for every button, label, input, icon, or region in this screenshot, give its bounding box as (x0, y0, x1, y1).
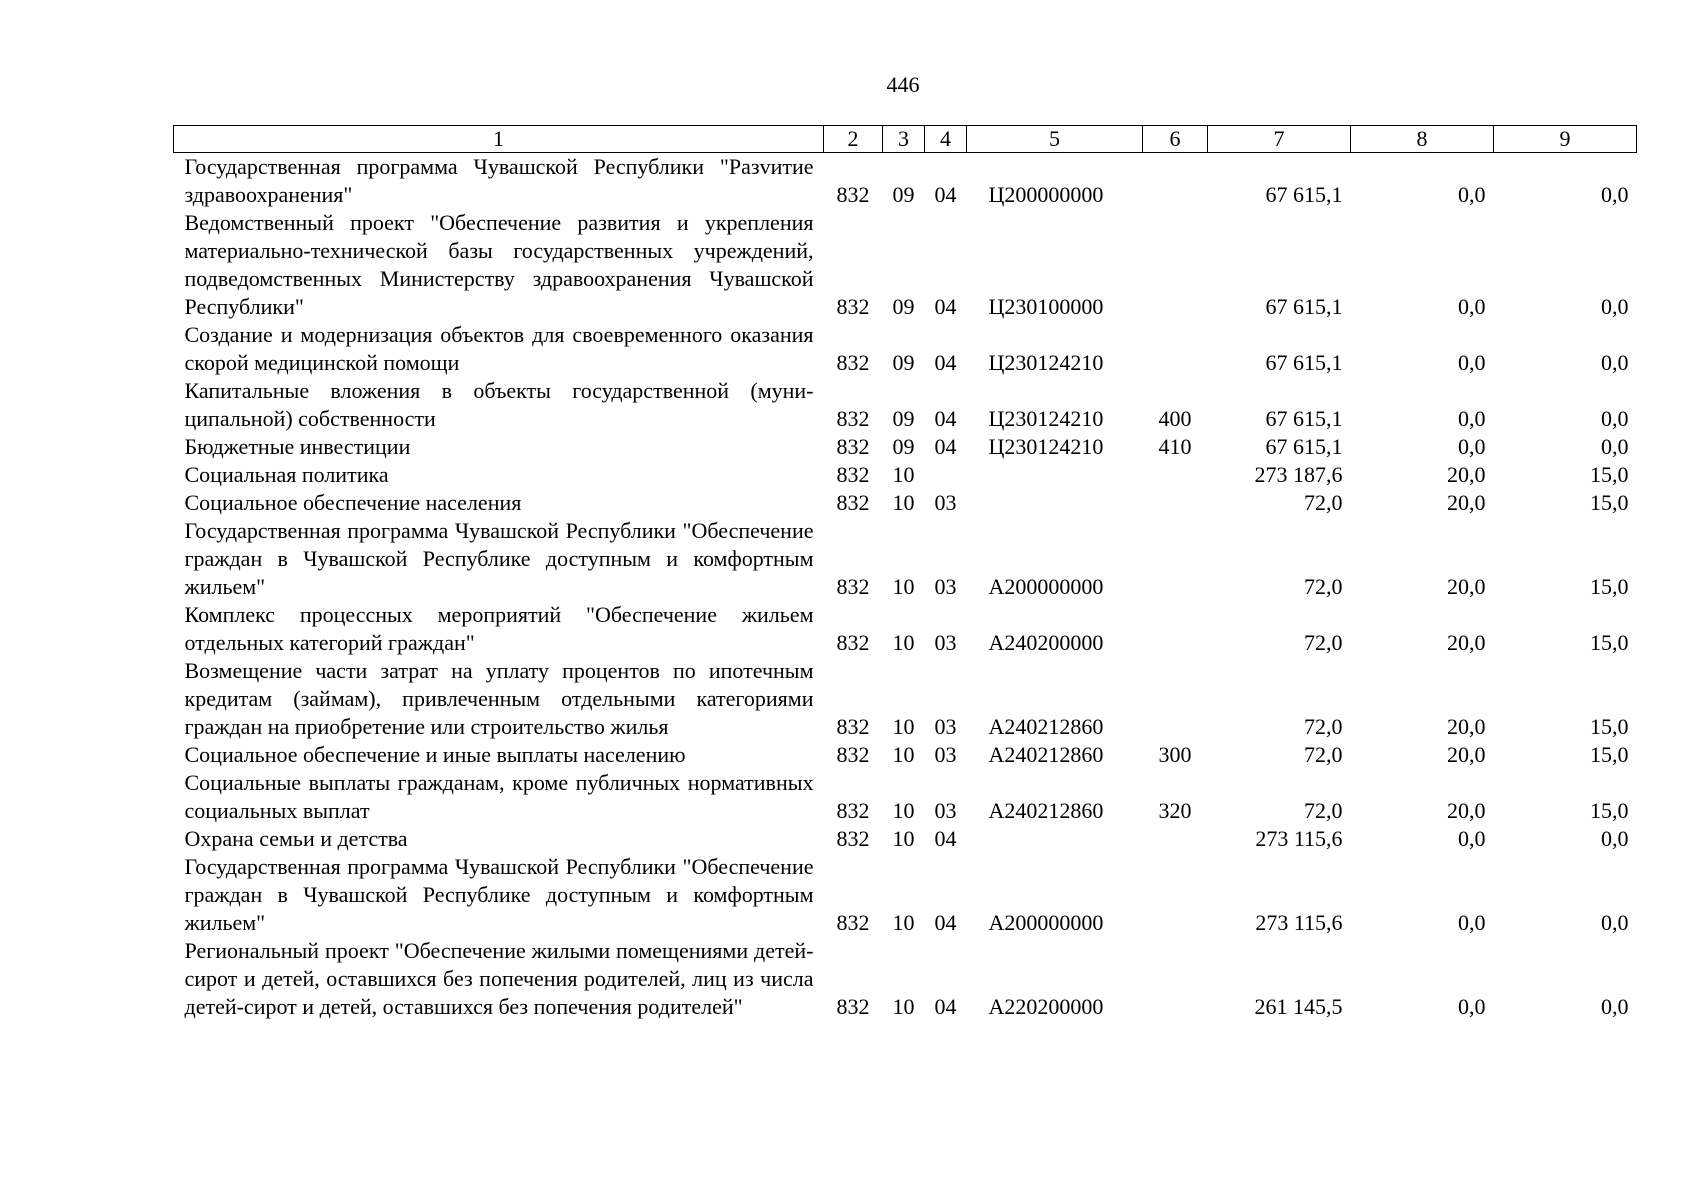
expense-type-code (1143, 825, 1208, 853)
item-name: Региональный проект "Обеспечение жилыми помещениями детей-сирот и детей, оставшихся без попечения родителей, лиц из числа детей-сирот и детей, оставшихся без попечения родителей" (184, 938, 814, 1019)
target-article-code: А240212860 (988, 798, 1104, 823)
header-col-3: 3 (883, 126, 925, 153)
item-name: Социальные выплаты гражданам, кроме публичных нормативных социальных выплат (184, 770, 814, 823)
item-name: Социальное обеспечение населения (184, 490, 522, 515)
expense-type-code (1143, 517, 1208, 601)
amount-col-7: 273 115,6 (1255, 826, 1343, 851)
ministry-code: 832 (836, 462, 870, 487)
amount-col-7: 72,0 (1304, 490, 1343, 515)
amount-col-8: 0,0 (1458, 434, 1486, 459)
ministry-code: 832 (836, 742, 870, 767)
target-article-code (967, 825, 1143, 853)
amount-col-7: 273 187,6 (1254, 462, 1343, 487)
table-row (174, 657, 1637, 741)
amount-col-8: 0,0 (1458, 294, 1486, 319)
expense-type-code (1143, 657, 1208, 741)
section-code: 10 (892, 798, 915, 823)
amount-col-9: 0,0 (1601, 910, 1629, 935)
section-code: 10 (892, 742, 915, 767)
ministry-code: 832 (836, 910, 870, 935)
item-name: Государственная программа Чувашской Республики "Обеспечение граждан в Чувашской Республике доступным и комфортным жильем" (184, 854, 814, 935)
target-article-code: А220200000 (988, 994, 1104, 1019)
amount-col-8: 0,0 (1458, 910, 1486, 935)
target-article-code (967, 461, 1143, 489)
amount-col-8: 0,0 (1458, 826, 1486, 851)
amount-col-7: 72,0 (1304, 742, 1343, 767)
amount-col-9: 15,0 (1590, 490, 1629, 515)
expense-type-code: 320 (1158, 798, 1192, 823)
amount-col-8: 20,0 (1447, 742, 1486, 767)
amount-col-7: 273 115,6 (1255, 910, 1343, 935)
target-article-code: А240200000 (988, 630, 1104, 655)
ministry-code: 832 (836, 434, 870, 459)
target-article-code: Ц200000000 (988, 182, 1104, 207)
section-code: 09 (892, 406, 915, 431)
header-col-9: 9 (1494, 126, 1637, 153)
ministry-code: 832 (836, 630, 870, 655)
item-name: Возмещение части затрат на уплату процентов по ипотечным кредитам (займам), привлеченным отдельными категориями граждан на приобретение или строительство жилья (184, 658, 814, 739)
table-row (174, 741, 1637, 769)
ministry-code: 832 (836, 406, 870, 431)
header-col-8: 8 (1351, 126, 1494, 153)
subsection-code: 04 (934, 826, 957, 851)
expense-type-code (1143, 321, 1208, 377)
amount-col-8: 20,0 (1447, 714, 1486, 739)
target-article-code: Ц230124210 (988, 434, 1104, 459)
ministry-code: 832 (836, 182, 870, 207)
amount-col-8: 0,0 (1458, 182, 1486, 207)
section-code: 10 (892, 994, 915, 1019)
amount-col-9: 0,0 (1601, 826, 1629, 851)
amount-col-8: 0,0 (1458, 406, 1486, 431)
subsection-code: 04 (934, 434, 957, 459)
ministry-code: 832 (836, 714, 870, 739)
section-code: 10 (892, 490, 915, 515)
section-code: 09 (892, 350, 915, 375)
expense-type-code (1143, 461, 1208, 489)
subsection-code: 03 (934, 630, 957, 655)
item-name: Государственная программа Чувашской Республики "Обеспечение граждан в Чувашской Республике доступным и комфортным жильем" (184, 518, 814, 599)
target-article-code: А200000000 (988, 574, 1104, 599)
expense-type-code (1143, 937, 1208, 1021)
header-col-2: 2 (824, 126, 883, 153)
item-name: Создание и модернизация объектов для своевременного оказания скорой медицинской помощи (184, 322, 814, 375)
amount-col-7: 72,0 (1304, 714, 1343, 739)
header-col-6: 6 (1143, 126, 1208, 153)
budget-table (173, 125, 1637, 1021)
amount-col-9: 15,0 (1590, 462, 1629, 487)
target-article-code (967, 489, 1143, 517)
item-name: Государственная программа Чувашской Республики "Разvитие здравоохранения" (184, 154, 814, 207)
amount-col-7: 67 615,1 (1265, 350, 1343, 375)
amount-col-7: 72,0 (1304, 630, 1343, 655)
subsection-code: 04 (934, 910, 957, 935)
amount-col-9: 15,0 (1590, 742, 1629, 767)
section-code: 10 (892, 462, 915, 487)
header-col-1: 1 (174, 126, 824, 153)
ministry-code: 832 (836, 350, 870, 375)
expense-type-code (1143, 601, 1208, 657)
subsection-code: 04 (934, 350, 957, 375)
ministry-code: 832 (836, 826, 870, 851)
ministry-code: 832 (836, 294, 870, 319)
item-name: Социальное обеспечение и иные выплаты населению (184, 742, 686, 767)
section-code: 09 (892, 434, 915, 459)
amount-col-9: 0,0 (1601, 350, 1629, 375)
amount-col-7: 261 145,5 (1254, 994, 1343, 1019)
amount-col-7: 67 615,1 (1265, 406, 1343, 431)
table-row (174, 461, 1637, 489)
target-article-code: А240212860 (988, 742, 1104, 767)
amount-col-8: 20,0 (1447, 630, 1486, 655)
expense-type-code (1143, 209, 1208, 321)
subsection-code: 04 (934, 406, 957, 431)
item-name: Бюджетные инвестиции (184, 434, 411, 459)
item-name: Комплекс процессных мероприятий "Обеспечение жильем отдельных категорий граждан" (184, 602, 814, 655)
expense-type-code: 300 (1158, 742, 1192, 767)
subsection-code: 03 (934, 714, 957, 739)
table-header (174, 126, 1637, 153)
section-code: 09 (892, 294, 915, 319)
section-code: 10 (892, 630, 915, 655)
amount-col-9: 15,0 (1590, 630, 1629, 655)
item-name: Охрана семьи и детства (184, 826, 408, 851)
subsection-code: 04 (934, 994, 957, 1019)
amount-col-9: 15,0 (1590, 798, 1629, 823)
amount-col-7: 67 615,1 (1265, 434, 1343, 459)
table-row (174, 489, 1637, 517)
subsection-code: 03 (934, 798, 957, 823)
expense-type-code: 400 (1158, 406, 1192, 431)
table-row (174, 209, 1637, 321)
amount-col-9: 0,0 (1601, 434, 1629, 459)
table-row (174, 825, 1637, 853)
amount-col-7: 72,0 (1304, 574, 1343, 599)
subsection-code: 04 (934, 294, 957, 319)
subsection-code: 04 (934, 182, 957, 207)
header-row (174, 126, 1637, 153)
amount-col-9: 0,0 (1601, 994, 1629, 1019)
amount-col-7: 67 615,1 (1265, 294, 1343, 319)
amount-col-7: 72,0 (1304, 798, 1343, 823)
amount-col-9: 15,0 (1590, 574, 1629, 599)
amount-col-8: 20,0 (1447, 462, 1486, 487)
section-code: 10 (892, 826, 915, 851)
header-col-5: 5 (967, 126, 1143, 153)
amount-col-9: 0,0 (1601, 294, 1629, 319)
item-name: Капитальные вложения в объекты государственной (муниципальной) собственности (184, 378, 814, 431)
subsection-code (925, 461, 967, 489)
table-row (174, 321, 1637, 377)
table-row (174, 853, 1637, 937)
table-row (174, 153, 1637, 210)
amount-col-8: 20,0 (1447, 574, 1486, 599)
expense-type-code (1143, 153, 1208, 210)
table-body (174, 153, 1637, 1022)
expense-type-code (1143, 853, 1208, 937)
subsection-code: 03 (934, 742, 957, 767)
header-col-4: 4 (925, 126, 967, 153)
subsection-code: 03 (934, 490, 957, 515)
section-code: 09 (892, 182, 915, 207)
target-article-code: А240212860 (988, 714, 1104, 739)
target-article-code: Ц230124210 (988, 406, 1104, 431)
amount-col-8: 20,0 (1447, 798, 1486, 823)
amount-col-9: 0,0 (1601, 182, 1629, 207)
section-code: 10 (892, 910, 915, 935)
page-number: 446 (886, 72, 920, 97)
amount-col-9: 0,0 (1601, 406, 1629, 431)
target-article-code: Ц230100000 (988, 294, 1104, 319)
amount-col-7: 67 615,1 (1265, 182, 1343, 207)
section-code: 10 (892, 714, 915, 739)
expense-type-code: 410 (1158, 434, 1192, 459)
amount-col-8: 0,0 (1458, 350, 1486, 375)
ministry-code: 832 (836, 490, 870, 515)
item-name: Ведомственный проект "Обеспечение развития и укрепления материально-технической базы государственных учреждений, подведомственных Министерству здравоохранения Чувашской Республики" (184, 210, 814, 319)
amount-col-9: 15,0 (1590, 714, 1629, 739)
table-row (174, 601, 1637, 657)
target-article-code: А200000000 (988, 910, 1104, 935)
table-row (174, 769, 1637, 825)
target-article-code: Ц230124210 (988, 350, 1104, 375)
ministry-code: 832 (836, 798, 870, 823)
item-name: Социальная политика (184, 462, 389, 487)
amount-col-8: 20,0 (1447, 490, 1486, 515)
section-code: 10 (892, 574, 915, 599)
table-row (174, 937, 1637, 1021)
subsection-code: 03 (934, 574, 957, 599)
header-col-7: 7 (1208, 126, 1351, 153)
ministry-code: 832 (836, 994, 870, 1019)
table-row (174, 377, 1637, 433)
table-row (174, 517, 1637, 601)
table-row (174, 433, 1637, 461)
expense-type-code (1143, 489, 1208, 517)
ministry-code: 832 (836, 574, 870, 599)
amount-col-8: 0,0 (1458, 994, 1486, 1019)
